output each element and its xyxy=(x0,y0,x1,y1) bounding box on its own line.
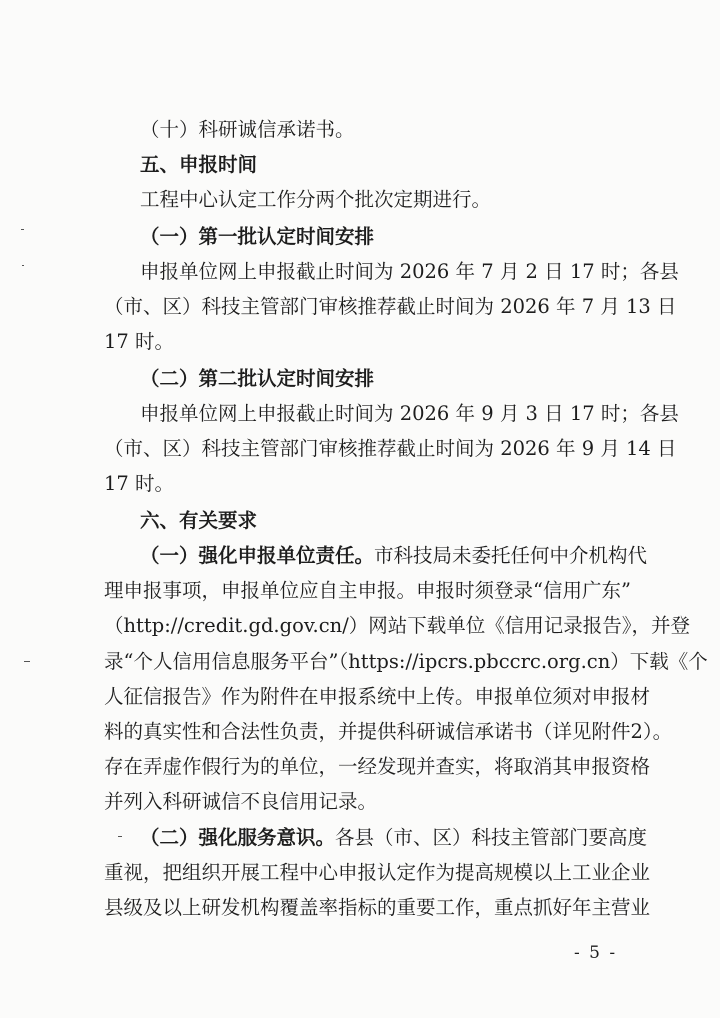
paragraph-lead-rest: 各县（市、区）科技主管部门要高度 xyxy=(335,826,648,849)
paragraph-line: 17 时。 xyxy=(104,330,175,353)
page-number: - 5 - xyxy=(574,943,618,963)
scan-mark xyxy=(21,229,24,230)
paragraph-text: 工程中心认定工作分两个批次定期进行。 xyxy=(140,188,492,211)
subheading-batch-1: （一）第一批认定时间安排 xyxy=(140,225,375,248)
paragraph-line: （市、区）科技主管部门审核推荐截止时间为 2026 年 7 月 13 日 xyxy=(104,295,677,318)
paragraph-line: 存在弄虚作假行为的单位，一经发现并查实，将取消其申报资格 xyxy=(104,755,651,778)
paragraph-line: 17 时。 xyxy=(104,472,175,495)
paragraph-line: 料的真实性和合法性负责，并提供科研诚信承诺书（详见附件2）。 xyxy=(104,720,673,743)
paragraph-line: 申报单位网上申报截止时间为 2026 年 9 月 3 日 17 时；各县 xyxy=(140,402,679,425)
paragraph-line: 县级及以上研发机构覆盖率指标的重要工作，重点抓好年主营业 xyxy=(104,896,651,919)
paragraph-line: （http://credit.gd.gov.cn/）网站下载单位《信用记录报告》，并登 xyxy=(104,614,691,637)
paragraph-line: （市、区）科技主管部门审核推荐截止时间为 2026 年 9 月 14 日 xyxy=(104,437,677,460)
subheading-batch-2: （二）第二批认定时间安排 xyxy=(140,367,375,390)
paragraph-line xyxy=(140,544,648,568)
paragraph-line: 申报单位网上申报截止时间为 2026 年 7 月 2 日 17 时；各县 xyxy=(140,260,679,283)
section-heading-6: 六、有关要求 xyxy=(140,509,258,532)
paragraph-line xyxy=(140,826,648,850)
section-heading-5: 五、申报时间 xyxy=(140,153,258,176)
paragraph-line: 并列入科研诚信不良信用记录。 xyxy=(104,790,378,813)
item-10-text: （十）科研诚信承诺书。 xyxy=(140,118,355,141)
paragraph-line: 理申报事项，申报单位应自主申报。申报时须登录“信用广东” xyxy=(104,579,631,602)
paragraph-lead-rest: 市科技局未委托任何中介机构代 xyxy=(374,544,648,567)
scan-mark xyxy=(118,836,122,837)
paragraph-line: 重视，把组织开展工程中心申报认定作为提高规模以上工业企业 xyxy=(104,861,651,884)
paragraph-lead: （二）强化服务意识。 xyxy=(140,826,336,849)
paragraph-lead: （一）强化申报单位责任。 xyxy=(140,544,375,567)
scan-mark xyxy=(24,661,30,662)
paragraph-line: 录“个人信用信息服务平台”（https://ipcrs.pbccrc.org.cn）下载《个 xyxy=(104,650,708,673)
paragraph-line: 人征信报告》作为附件在申报系统中上传。申报单位须对申报材 xyxy=(104,685,651,708)
scan-mark xyxy=(22,265,24,266)
